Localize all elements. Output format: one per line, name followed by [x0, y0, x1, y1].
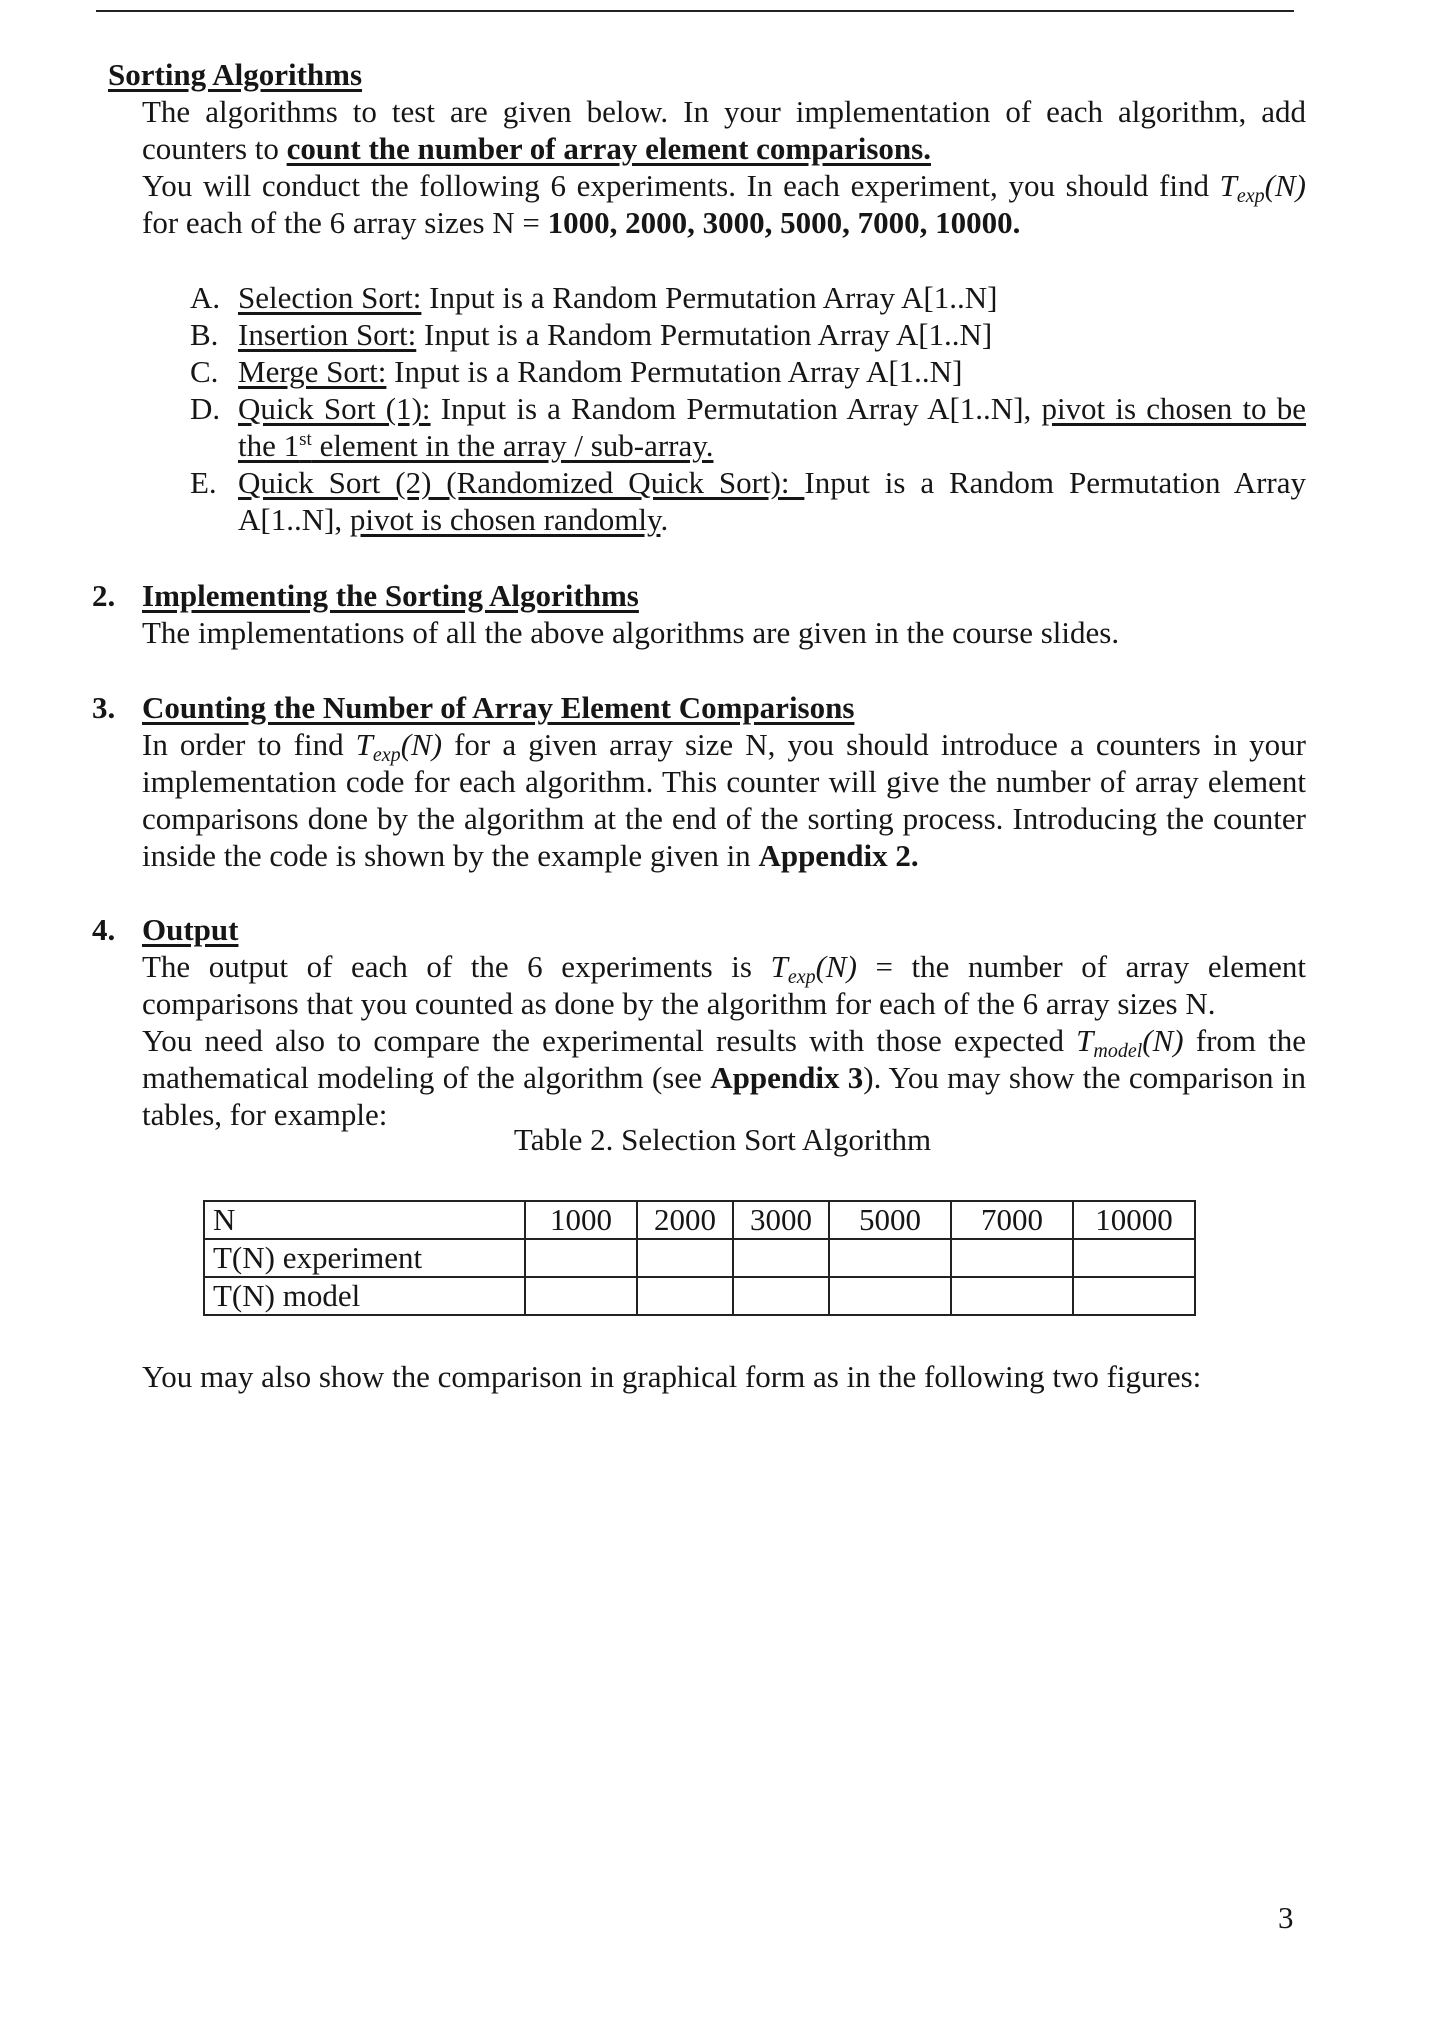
sorting-p1-emphasis: count the number of array element comparisons.: [286, 131, 931, 166]
empty-cell: [829, 1239, 951, 1277]
size-cell: 5000: [829, 1201, 951, 1239]
row-header: T(N) model: [204, 1277, 525, 1315]
algorithm-name: Quick Sort (1):: [238, 391, 431, 426]
algorithm-input: Input is a Random Permutation Array A[1..N]: [386, 354, 963, 389]
section-4-heading: Output: [142, 912, 239, 947]
list-item-selection-sort: [190, 279, 1306, 316]
table-row: [204, 1239, 1195, 1277]
pivot-rule: pivot is chosen to be the 1st element in the array / sub-array.: [238, 391, 1306, 463]
row-header: T(N) experiment: [204, 1239, 525, 1277]
sorting-paragraph-1: [142, 93, 1306, 167]
sorting-p1-text: The algorithms to test are given below. In your implementation of each algorithm, add counters to: [142, 94, 1306, 166]
table-caption: Table 2. Selection Sort Algorithm: [513, 1122, 932, 1157]
list-label: E.: [190, 465, 217, 500]
algorithm-name: Merge Sort:: [238, 354, 387, 389]
section-2-body: The implementations of all the above algorithms are given in the course slides.: [142, 615, 1120, 650]
empty-cell: [1073, 1239, 1195, 1277]
list-item-insertion-sort: [190, 316, 1306, 353]
page-number: 3: [1278, 1900, 1294, 1935]
size-cell: 1000: [525, 1201, 637, 1239]
table-row: [204, 1277, 1195, 1315]
top-rule: [96, 10, 1294, 12]
algorithm-input: Input is a Random Permutation Array A[1..N],: [238, 465, 1306, 537]
sorting-heading: Sorting Algorithms: [108, 57, 363, 92]
texp-term: $T_{exp}(N)$: [355, 727, 443, 766]
algorithm-input: Input is a Random Permutation Array A[1..N],: [430, 391, 1042, 426]
list-item-quick-sort-1: [190, 390, 1306, 464]
pivot-rule: pivot is chosen randomly: [349, 502, 661, 537]
empty-cell: [1073, 1277, 1195, 1315]
algorithm-name: Insertion Sort:: [238, 317, 417, 352]
algorithm-input: Input is a Random Permutation Array A[1..N]: [416, 317, 993, 352]
sentence-end: .: [660, 502, 669, 537]
empty-cell: [637, 1277, 733, 1315]
tmodel-term: $T_{model}(N)$: [1076, 1023, 1184, 1062]
section-4-body-2: You need also to compare the experimental results with those expected $T_{model}(N)$ from the mathematical modeling of the algorithm (see Appendix 3). You may show the comparison in tables, for example:: [142, 1023, 1306, 1132]
section-3-body: In order to find $T_{exp}(N)$ for a given array size N, you should introduce a counters in your implementation code for each algorithm. This counter will give the number of array element comparisons done by the algorithm at the end of the sorting process. Introducing the counter inside the code is shown by the example given in Appendix 2.: [142, 727, 1307, 873]
size-cell: 3000: [733, 1201, 829, 1239]
appendix-3-ref: Appendix 3: [710, 1060, 864, 1095]
list-label: B.: [190, 317, 219, 352]
list-item-quick-sort-2: [190, 464, 1306, 538]
sorting-paragraph-2: [142, 167, 1306, 241]
appendix-2-ref: Appendix 2.: [758, 838, 919, 873]
comparison-table: [203, 1200, 1196, 1316]
array-sizes: 1000, 2000, 3000, 5000, 7000, 10000.: [547, 205, 1021, 240]
closing-paragraph: You may also show the comparison in graphical form as in the following two figures:: [142, 1359, 1202, 1394]
section-3-number: 3.: [92, 690, 116, 725]
list-item-merge-sort: [190, 353, 1306, 390]
algorithm-name: Selection Sort:: [238, 280, 422, 315]
row-header: N: [204, 1201, 525, 1239]
algorithm-name: Quick Sort (2) (Randomized Quick Sort):: [238, 465, 805, 500]
list-label: C.: [190, 354, 219, 389]
empty-cell: [525, 1239, 637, 1277]
list-label: D.: [190, 391, 221, 426]
empty-cell: [733, 1239, 829, 1277]
section-4-number: 4.: [92, 912, 116, 947]
size-cell: 2000: [637, 1201, 733, 1239]
empty-cell: [829, 1277, 951, 1315]
sorting-p2-text: You will conduct the following 6 experiments. In each experiment, you should find: [142, 168, 1220, 203]
algorithm-input: Input is a Random Permutation Array A[1..N]: [421, 280, 998, 315]
list-label: A.: [190, 280, 221, 315]
texp-term: $T_{exp}(N)$: [1219, 168, 1306, 207]
section-2-heading: Implementing the Sorting Algorithms: [142, 578, 639, 613]
empty-cell: [951, 1239, 1073, 1277]
empty-cell: [951, 1277, 1073, 1315]
table-row: [204, 1201, 1195, 1239]
empty-cell: [733, 1277, 829, 1315]
empty-cell: [637, 1239, 733, 1277]
size-cell: 10000: [1073, 1201, 1195, 1239]
texp-term: $T_{exp}(N)$: [770, 949, 857, 988]
sorting-p2-sizes-intro: for each of the 6 array sizes N =: [142, 205, 548, 240]
section-2-number: 2.: [92, 578, 116, 613]
section-4-body-1: The output of each of the 6 experiments is $T_{exp}(N)$ = the number of array element comparisons that you counted as done by the algorithm for each of the 6 array sizes N.: [142, 949, 1306, 1021]
empty-cell: [525, 1277, 637, 1315]
size-cell: 7000: [951, 1201, 1073, 1239]
section-3-heading: Counting the Number of Array Element Comparisons: [142, 690, 855, 725]
